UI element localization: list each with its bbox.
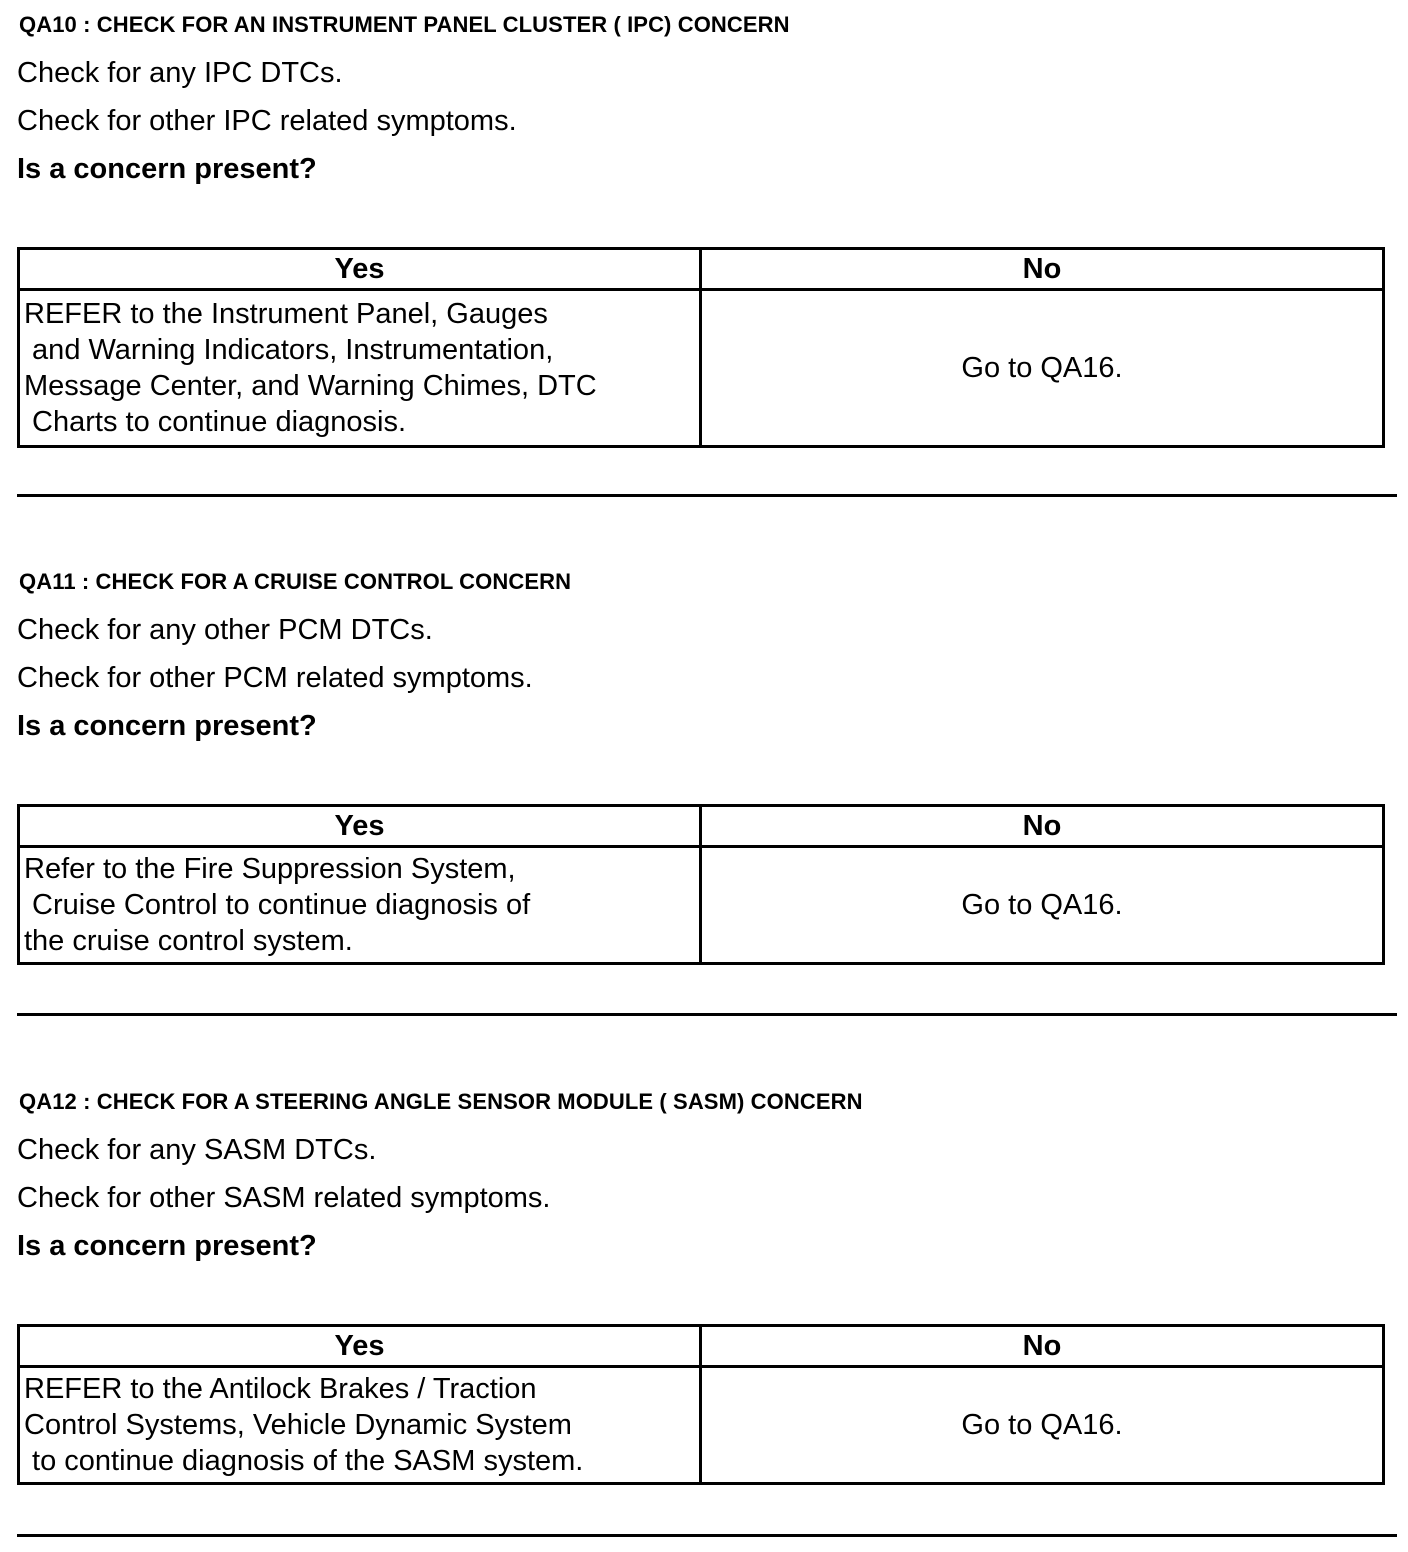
yes-action-line: and Warning Indicators, Instrumentation, — [24, 334, 554, 366]
yes-header: Yes — [19, 806, 701, 847]
section-divider — [17, 494, 1397, 497]
question: Is a concern present? — [17, 153, 317, 185]
no-action: Go to QA16. — [701, 847, 1384, 964]
instruction-line: Check for any SASM DTCs. — [17, 1134, 377, 1166]
yes-action-line: Message Center, and Warning Chimes, DTC — [24, 370, 597, 402]
no-header: No — [701, 249, 1384, 290]
no-action: Go to QA16. — [701, 290, 1384, 447]
yes-action-line: Refer to the Fire Suppression System, — [24, 853, 516, 885]
instruction-line: Check for other IPC related symptoms. — [17, 105, 517, 137]
instruction-line: Check for any IPC DTCs. — [17, 57, 343, 89]
step-heading: QA11 : CHECK FOR A CRUISE CONTROL CONCERN — [19, 569, 572, 594]
section-divider — [17, 1534, 1397, 1537]
instruction-line: Check for other PCM related symptoms. — [17, 662, 533, 694]
yes-action-line: Cruise Control to continue diagnosis of — [24, 889, 531, 921]
no-header: No — [701, 1326, 1384, 1367]
yes-action — [19, 290, 701, 447]
yes-action — [19, 847, 701, 964]
section-divider — [17, 1013, 1397, 1016]
yes-action-line: Charts to continue diagnosis. — [24, 406, 407, 438]
instruction-line: Check for other SASM related symptoms. — [17, 1182, 551, 1214]
yes-action-line: Control Systems, Vehicle Dynamic System — [24, 1409, 572, 1441]
step-heading: QA12 : CHECK FOR A STEERING ANGLE SENSOR MODULE ( SASM) CONCERN — [19, 1089, 863, 1114]
yes-no-table — [17, 247, 1385, 448]
yes-header: Yes — [19, 1326, 701, 1367]
yes-action-line: REFER to the Instrument Panel, Gauges — [24, 298, 548, 330]
yes-action — [19, 1367, 701, 1484]
no-action: Go to QA16. — [701, 1367, 1384, 1484]
yes-action-line: REFER to the Antilock Brakes / Traction — [24, 1373, 537, 1405]
yes-action-line: the cruise control system. — [24, 925, 353, 957]
step-heading: QA10 : CHECK FOR AN INSTRUMENT PANEL CLUSTER ( IPC) CONCERN — [19, 12, 790, 37]
instruction-line: Check for any other PCM DTCs. — [17, 614, 433, 646]
yes-header: Yes — [19, 249, 701, 290]
yes-no-table — [17, 1324, 1385, 1485]
question: Is a concern present? — [17, 1230, 317, 1262]
yes-no-table — [17, 804, 1385, 965]
no-header: No — [701, 806, 1384, 847]
question: Is a concern present? — [17, 710, 317, 742]
yes-action-line: to continue diagnosis of the SASM system. — [24, 1445, 584, 1477]
